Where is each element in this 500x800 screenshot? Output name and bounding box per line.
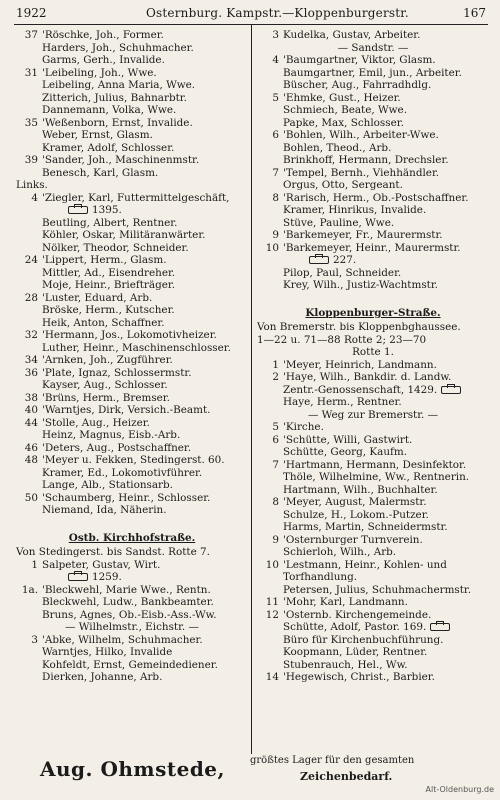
entry-text: 1395.: [92, 204, 122, 216]
directory-entry: [257, 659, 489, 672]
directory-entry: [16, 571, 248, 584]
entry-text: Kramer, Adolf, Schlosser.: [42, 141, 175, 154]
house-number: 11: [265, 596, 279, 608]
entry-text: Warntjes, Hilko, Invalide: [42, 646, 173, 658]
entry-text: Salpeter, Gustav, Wirt.: [42, 558, 161, 571]
directory-entry: [16, 354, 248, 367]
house-number: 14: [265, 671, 279, 683]
directory-entry: [257, 596, 489, 609]
entry-text: 'Osternb. Kirchengemeinde.: [283, 608, 432, 621]
house-number: 9: [272, 229, 279, 241]
telephone-icon: [430, 623, 450, 631]
entry-text: 'Weßenborn, Ernst, Invalide.: [42, 116, 193, 129]
ad-company-name: Aug. Ohmstede,: [40, 757, 225, 781]
directory-entry: [257, 434, 489, 447]
house-number: 4: [31, 191, 38, 204]
entry-text: Pilop, Paul, Schneider.: [283, 266, 402, 279]
directory-entry: [257, 154, 489, 167]
right-column: [257, 29, 489, 684]
directory-entry: [16, 404, 248, 417]
directory-entry: [16, 154, 248, 167]
house-number: 10: [265, 558, 279, 571]
header-year: 1922: [16, 6, 47, 20]
house-number: 8: [272, 496, 279, 508]
entry-text: Niemand, Ida, Näherin.: [42, 504, 167, 516]
directory-entry: [257, 471, 489, 484]
directory-entry: [16, 609, 248, 622]
directory-entry: [257, 421, 489, 434]
page-header: [16, 6, 486, 22]
house-number: 1: [31, 558, 38, 571]
entry-text: 1259.: [92, 571, 122, 583]
entry-text: Schütte, Adolf, Pastor. 169.: [283, 621, 427, 633]
entry-text: Zitterich, Julius, Bahnarbtr.: [42, 91, 187, 104]
entry-text: Luther, Heinr., Maschinenschlosser.: [42, 341, 231, 354]
entry-text: Papke, Max, Schlosser.: [283, 116, 404, 129]
telephone-icon: [68, 206, 88, 214]
directory-entry: [257, 192, 489, 205]
entry-text: 'Leibeling, Joh., Wwe.: [42, 66, 157, 79]
directory-entry: [257, 509, 489, 522]
entry-text: 'Baumgartner, Viktor, Glasm.: [283, 54, 436, 66]
directory-entry: [257, 546, 489, 559]
entry-text: Haye, Herm., Rentner.: [283, 396, 402, 408]
entry-text: Thöle, Wilhelmine, Ww., Rentnerin.: [283, 471, 470, 483]
directory-entry: [16, 467, 248, 480]
house-number: 5: [272, 91, 279, 104]
house-number: 50: [24, 491, 38, 504]
left-column: [16, 29, 248, 684]
entry-text: 'Brüns, Herm., Bremser.: [42, 391, 170, 404]
entry-text: 'Warntjes, Dirk, Versich.-Beamt.: [42, 404, 211, 416]
entry-text: Hartmann, Wilh., Buchhalter.: [283, 483, 438, 496]
directory-entry: [16, 492, 248, 505]
entry-text: 'Abke, Wilhelm, Schuhmacher.: [42, 633, 203, 646]
directory-entry: [16, 584, 248, 597]
directory-entry: [16, 67, 248, 80]
entry-text: 'Tempel, Bernh., Viehhändler.: [283, 166, 440, 179]
house-number: 1a.: [21, 583, 38, 596]
directory-entry: [16, 92, 248, 105]
entry-text: Schütte, Georg, Kaufm.: [283, 446, 408, 458]
entry-text: 'Lestmann, Heinr., Kohlen- und: [283, 558, 447, 571]
telephone-icon: [309, 256, 329, 264]
directory-entry: [257, 359, 489, 372]
directory-entry: [16, 142, 248, 155]
advertisement: [40, 755, 480, 789]
house-number: 7: [272, 166, 279, 179]
directory-entry: [257, 559, 489, 572]
directory-entry: [257, 496, 489, 509]
directory-entry: [257, 254, 489, 267]
entry-text: 'Deters, Aug., Postschaffner.: [42, 441, 192, 454]
directory-entry: [16, 454, 248, 467]
house-number: 36: [24, 366, 38, 379]
house-number: 28: [24, 291, 38, 304]
entry-text: 'Rarisch, Herm., Ob.-Postschaffner.: [283, 191, 469, 204]
entry-text: Stubenrauch, Hel., Ww.: [283, 658, 408, 671]
entry-text: Schierloh, Wilh., Arb.: [283, 546, 397, 558]
directory-entry: [16, 442, 248, 455]
entry-text: Kramer, Hinrikus, Invalide.: [283, 204, 427, 216]
street-heading: Ostb. Kirchhofstraße.: [68, 532, 196, 544]
house-number: 48: [24, 454, 38, 466]
directory-entry: [257, 217, 489, 230]
directory-entry: [257, 92, 489, 105]
entry-text: Leibeling, Anna Maria, Wwe.: [42, 79, 196, 91]
entry-text: Heik, Anton, Schaffner.: [42, 316, 165, 329]
entry-text: Baumgartner, Emil, jun., Arbeiter.: [283, 66, 462, 79]
entry-text: Büscher, Aug., Fahrradhdlg.: [283, 79, 432, 91]
cross-street-divider: Rotte 1.: [352, 346, 394, 358]
cross-street-divider: — Weg zur Bremerstr. —: [307, 408, 439, 421]
entry-text: 'Ehmke, Gust., Heizer.: [283, 91, 401, 104]
entry-text: 'Sander, Joh., Maschinenmstr.: [42, 154, 200, 166]
house-number: 37: [24, 29, 38, 41]
entry-text: 'Meyer u. Fekken, Stedingerst. 60.: [42, 454, 225, 466]
directory-entry: [257, 609, 489, 622]
ad-tagline-2: Zeichenbedarf.: [300, 770, 393, 783]
entry-text: 'Barkemeyer, Heinr., Maurermstr.: [283, 241, 461, 254]
directory-entry: [257, 521, 489, 534]
house-number: 8: [272, 191, 279, 204]
entry-text: Dannemann, Volka, Wwe.: [42, 104, 177, 116]
entry-text: 'Bohlen, Wilh., Arbeiter-Wwe.: [283, 129, 439, 141]
entry-text: 'Meyer, August, Malermstr.: [283, 496, 427, 508]
directory-entry: [257, 384, 489, 397]
house-number: 6: [272, 433, 279, 446]
directory-entry: [16, 479, 248, 492]
house-number: 9: [272, 533, 279, 546]
entry-text: Lange, Alb., Stationsarb.: [42, 479, 173, 491]
directory-entry: [257, 634, 489, 647]
house-number: 39: [24, 154, 38, 166]
entry-text: Bröske, Herm., Kutscher.: [42, 304, 175, 316]
cross-street-divider: — Wilhelmstr., Eichstr. —: [65, 621, 199, 633]
entry-text: 'Lippert, Herm., Glasm.: [42, 254, 167, 266]
directory-entry: [16, 379, 248, 392]
street-description: Von Bremerstr. bis Kloppenbghaussee.: [257, 321, 461, 333]
directory-entry: [257, 571, 489, 584]
directory-entry: [16, 504, 248, 517]
directory-entry: [257, 584, 489, 597]
entry-text: 'Meyer, Heinrich, Landmann.: [283, 358, 437, 371]
cross-street-divider: — Sandstr. —: [337, 41, 409, 54]
directory-entry: [16, 634, 248, 647]
entry-text: Orgus, Otto, Sergeant.: [283, 179, 403, 191]
house-number: 4: [272, 54, 279, 66]
entry-text: Torfhandlung.: [283, 571, 358, 583]
directory-entry: [257, 371, 489, 384]
entry-text: Kayser, Aug., Schlosser.: [42, 379, 168, 391]
entry-text: Brinkhoff, Hermann, Drechsler.: [283, 154, 449, 166]
entry-text: Beutling, Albert, Rentner.: [42, 216, 178, 229]
entry-text: Stüve, Pauline, Wwe.: [283, 216, 395, 229]
entry-text: Harms, Martin, Schneidermstr.: [283, 521, 448, 533]
entry-text: Köhler, Oskar, Militäranwärter.: [42, 229, 206, 241]
entry-text: 'Röschke, Joh., Former.: [42, 29, 164, 41]
entry-text: Bleckwehl, Ludw., Bankbeamter.: [42, 596, 214, 608]
header-page-number: 167: [463, 6, 486, 20]
directory-entry: [16, 217, 248, 230]
entry-text: Weber, Ernst, Glasm.: [42, 129, 153, 141]
directory-entry: [257, 242, 489, 255]
house-number: 3: [272, 29, 279, 41]
directory-entry: [16, 167, 248, 180]
directory-entry: [16, 79, 248, 92]
entry-text: 'Schütte, Willi, Gastwirt.: [283, 433, 413, 446]
house-number: 10: [265, 241, 279, 254]
entry-text: 'Kirche.: [283, 421, 324, 433]
directory-entry: [257, 67, 489, 80]
entry-text: Nölker, Theodor, Schneider.: [42, 241, 189, 254]
entry-text: 'Mohr, Karl, Landmann.: [283, 596, 408, 608]
entry-text: Benesch, Karl, Glasm.: [42, 166, 159, 179]
entry-text: Koopmann, Lüder, Rentner.: [283, 646, 428, 658]
house-number: 12: [265, 608, 279, 621]
spacer: [257, 292, 489, 305]
directory-entry: [16, 179, 248, 192]
directory-entry: [257, 104, 489, 117]
entry-text: Kudelka, Gustav, Arbeiter.: [283, 29, 421, 41]
entry-text: 'Osternburger Turnverein.: [283, 533, 423, 546]
entry-text: Schmiech, Beate, Wwe.: [283, 104, 408, 116]
directory-entry: [257, 229, 489, 242]
house-number: 2: [272, 371, 279, 383]
column-divider: [251, 24, 252, 754]
directory-entry: [16, 392, 248, 405]
directory-entry: [16, 659, 248, 672]
entry-text: Heinz, Magnus, Eisb.-Arb.: [42, 429, 181, 441]
house-number: 32: [24, 329, 38, 341]
directory-entry: [16, 367, 248, 380]
house-number: 5: [272, 421, 279, 433]
directory-entry: [16, 279, 248, 292]
directory-entry: [16, 117, 248, 130]
directory-entry: [257, 267, 489, 280]
telephone-icon: [68, 573, 88, 581]
house-number: 44: [24, 416, 38, 429]
directory-entry: [257, 459, 489, 472]
directory-entry: [16, 54, 248, 67]
directory-entry: [16, 596, 248, 609]
entry-text: Kohfeldt, Ernst, Gemeindediener.: [42, 658, 218, 671]
directory-entry: [257, 396, 489, 409]
directory-entry: [16, 646, 248, 659]
directory-entry: [16, 229, 248, 242]
directory-entry: [16, 342, 248, 355]
house-number: Links.: [16, 179, 48, 191]
entry-text: Moje, Heinr., Briefträger.: [42, 279, 176, 291]
entry-text: Petersen, Julius, Schuhmachermstr.: [283, 583, 472, 596]
directory-entry: [16, 329, 248, 342]
directory-entry: [257, 179, 489, 192]
entry-text: Bohlen, Theod., Arb.: [283, 141, 392, 154]
entry-text: 'Bleckwehl, Marie Wwe., Rentn.: [42, 583, 211, 596]
entry-text: Zentr.-Genossenschaft, 1429.: [283, 383, 438, 396]
directory-entry: [257, 204, 489, 217]
house-number: 34: [24, 354, 38, 366]
directory-entry: [257, 79, 489, 92]
entry-text: Dierken, Johanne, Arb.: [42, 671, 163, 683]
directory-entry: [16, 29, 248, 42]
entry-text: Kramer, Ed., Lokomotivführer.: [42, 466, 203, 479]
house-number: 31: [24, 66, 38, 79]
house-number: 35: [24, 116, 38, 129]
entry-text: 'Arnken, Joh., Zugführer.: [42, 354, 173, 366]
entry-text: 'Ziegler, Karl, Futtermittelgeschäft,: [42, 191, 230, 204]
directory-entry: [257, 621, 489, 634]
house-number: 38: [24, 391, 38, 404]
directory-entry: [257, 54, 489, 67]
directory-entry: [16, 267, 248, 280]
entry-text: Bruns, Agnes, Ob.-Eisb.-Ass.-Ww.: [42, 608, 217, 621]
entry-text: Mittler, Ad., Eisendreher.: [42, 266, 176, 279]
entry-text: Garms, Gerh., Invalide.: [42, 54, 165, 66]
directory-entry: [257, 279, 489, 292]
directory-entry: [257, 117, 489, 130]
street-description: Von Stedingerst. bis Sandst. Rotte 7.: [16, 546, 210, 558]
entry-text: 'Plate, Ignaz, Schlossermstr.: [42, 366, 192, 379]
house-number: 6: [272, 129, 279, 141]
entry-text: 'Hegewisch, Christ., Barbier.: [283, 671, 435, 683]
entry-text: 'Hartmann, Hermann, Desinfektor.: [283, 458, 467, 471]
directory-entry: [257, 484, 489, 497]
entry-text: 'Stolle, Aug., Heizer.: [42, 416, 150, 429]
entry-text: 'Hermann, Jos., Lokomotivheizer.: [42, 329, 217, 341]
directory-entry: [16, 429, 248, 442]
entry-text: Krey, Wilh., Justiz-Wachtmstr.: [283, 279, 438, 291]
spacer: [16, 517, 248, 530]
directory-entry: [257, 534, 489, 547]
directory-entry: [16, 104, 248, 117]
entry-text: Harders, Joh., Schuhmacher.: [42, 41, 194, 54]
directory-entry: [16, 671, 248, 684]
directory-entry: [16, 204, 248, 217]
house-number: 7: [272, 458, 279, 471]
entry-text: 'Haye, Wilh., Bankdir. d. Landw.: [283, 371, 452, 383]
entry-text: 'Luster, Eduard, Arb.: [42, 291, 153, 304]
house-number: 1: [272, 358, 279, 371]
entry-text: 'Barkemeyer, Fr., Maurermstr.: [283, 229, 443, 241]
directory-entry: [16, 317, 248, 330]
house-number: 46: [24, 441, 38, 454]
street-heading: Kloppenburger-Straße.: [305, 307, 441, 319]
directory-entry: [257, 29, 489, 42]
entry-text: Schulze, H., Lokom.-Putzer.: [283, 508, 429, 521]
house-number: 3: [31, 633, 38, 646]
directory-entry: [16, 129, 248, 142]
directory-entry: [16, 292, 248, 305]
entry-text: 227.: [333, 254, 357, 266]
ad-tagline: größtes Lager für den gesamten: [250, 755, 415, 766]
directory-entry: [257, 671, 489, 684]
directory-entry: [16, 254, 248, 267]
header-title: Osternburg. Kampstr.—Kloppenburgerstr.: [146, 6, 409, 20]
house-number: 40: [24, 404, 38, 416]
entry-text: 'Schaumberg, Heinr., Schlosser.: [42, 491, 211, 504]
entry-text: Büro für Kirchenbuchführung.: [283, 633, 444, 646]
telephone-icon: [441, 386, 461, 394]
directory-entry: [257, 646, 489, 659]
house-number: 24: [24, 254, 38, 266]
directory-entry: [16, 304, 248, 317]
directory-entry: [257, 129, 489, 142]
directory-entry: [16, 417, 248, 430]
directory-entry: [16, 192, 248, 205]
directory-entry: [257, 167, 489, 180]
directory-entry: [16, 42, 248, 55]
directory-entry: [16, 559, 248, 572]
directory-entry: [257, 142, 489, 155]
street-description: 1—22 u. 71—88 Rotte 2; 23—70: [257, 333, 427, 346]
directory-entry: [257, 446, 489, 459]
directory-entry: [16, 242, 248, 255]
watermark: Alt-Oldenburg.de: [425, 785, 494, 794]
